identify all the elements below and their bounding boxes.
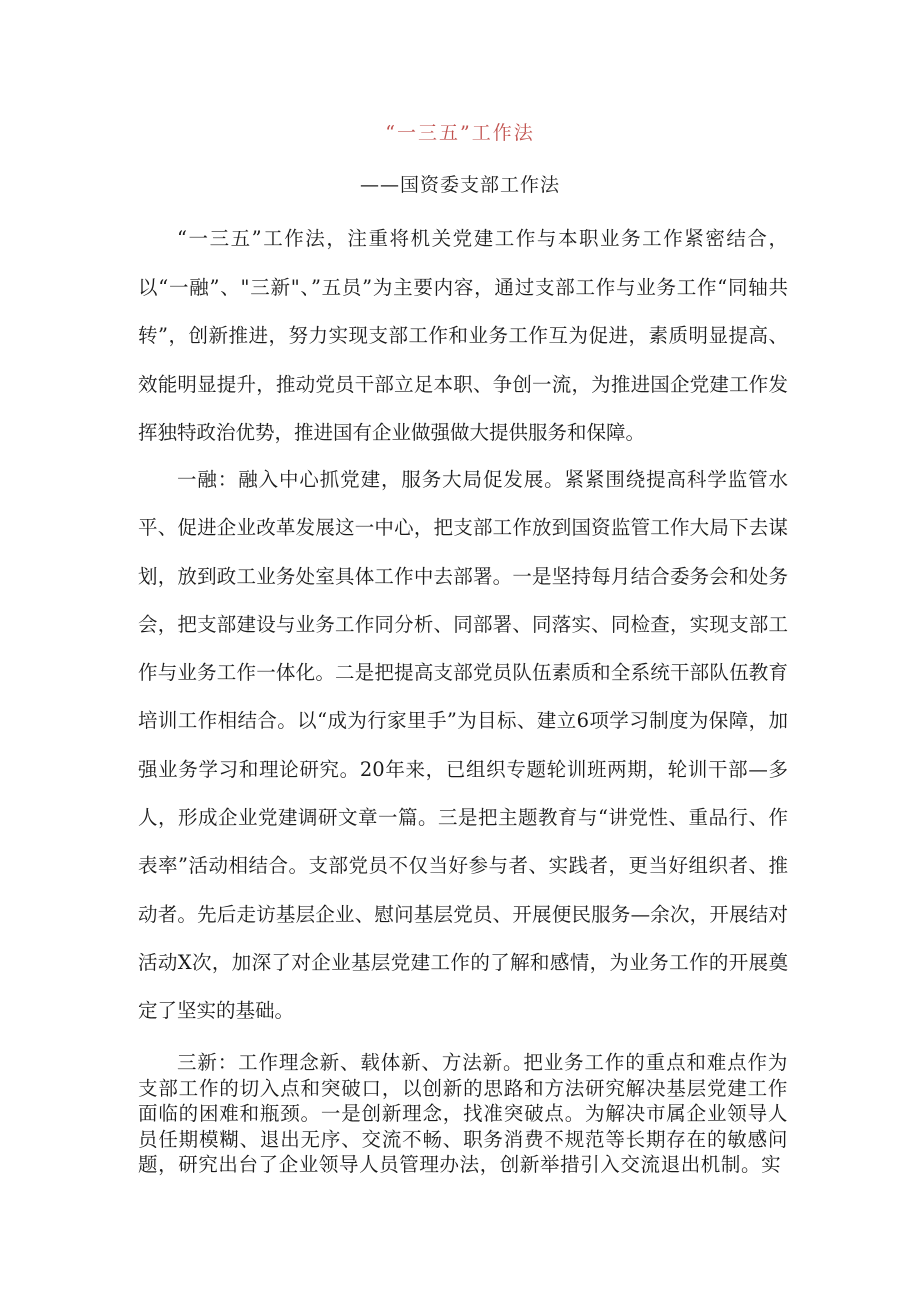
document-subtitle: ——国资委支部工作法 xyxy=(359,174,560,196)
document-title: “一三五”工作法 xyxy=(385,122,535,144)
paragraph-sanxin: 三新：工作理念新、载体新、方法新。把业务工作的重点和难点作为支部工作的切入点和突破口，以创新的思路和方法研究解决基层党建工作面临的困难和瓶颈。一是创新理念，找准突破点。为解决市属企业领导人员任期模糊、退出无序、交流不畅、职务消费不规范等长期存在的敏感问题，研究出台了企业领导人员管理办法，创新举措引入交流退出机制。实 xyxy=(138,1051,788,1176)
paragraph-intro: “一三五”工作法，注重将机关党建工作与本职业务工作紧密结合，以“一融”、"三新"、”五员”为主要内容，通过支部工作与业务工作“同轴共转”，创新推进，努力实现支部工作和业务工作互为促进，素质明显提高、效能明显提升，推动党员干部立足本职、争创一流，为推进国企党建工作发挥独特政治优势，推进国有企业做强做大提供服务和保障。 xyxy=(138,227,788,444)
paragraph-yirong: 一融：融入中心抓党建，服务大局促发展。紧紧围绕提高科学监管水平、促进企业改革发展这一中心，把支部工作放到国资监管工作大局下去谋划，放到政工业务处室具体工作中去部署。一是坚持每月结合委务会和处务会，把支部建设与业务工作同分析、同部署、同落实、同检查，实现支部工作与业务工作一体化。二是把提高支部党员队伍素质和全系统干部队伍教育培训工作相结合。以“成为行家里手”为目标、建立6项学习制度为保障，加强业务学习和理论研究。20年来，已组织专题轮训班两期，轮训干部—多人，形成企业党建调研文章一篇。三是把主题教育与“讲党性、重品行、作表率”活动相结合。支部党员不仅当好参与者、实践者，更当好组织者、推动者。先后走访基层企业、慰问基层党员、开展便民服务—余次，开展结对活动X次，加深了对企业基层党建工作的了解和感情，为业务工作的开展奠定了坚实的基础。 xyxy=(138,468,788,1023)
